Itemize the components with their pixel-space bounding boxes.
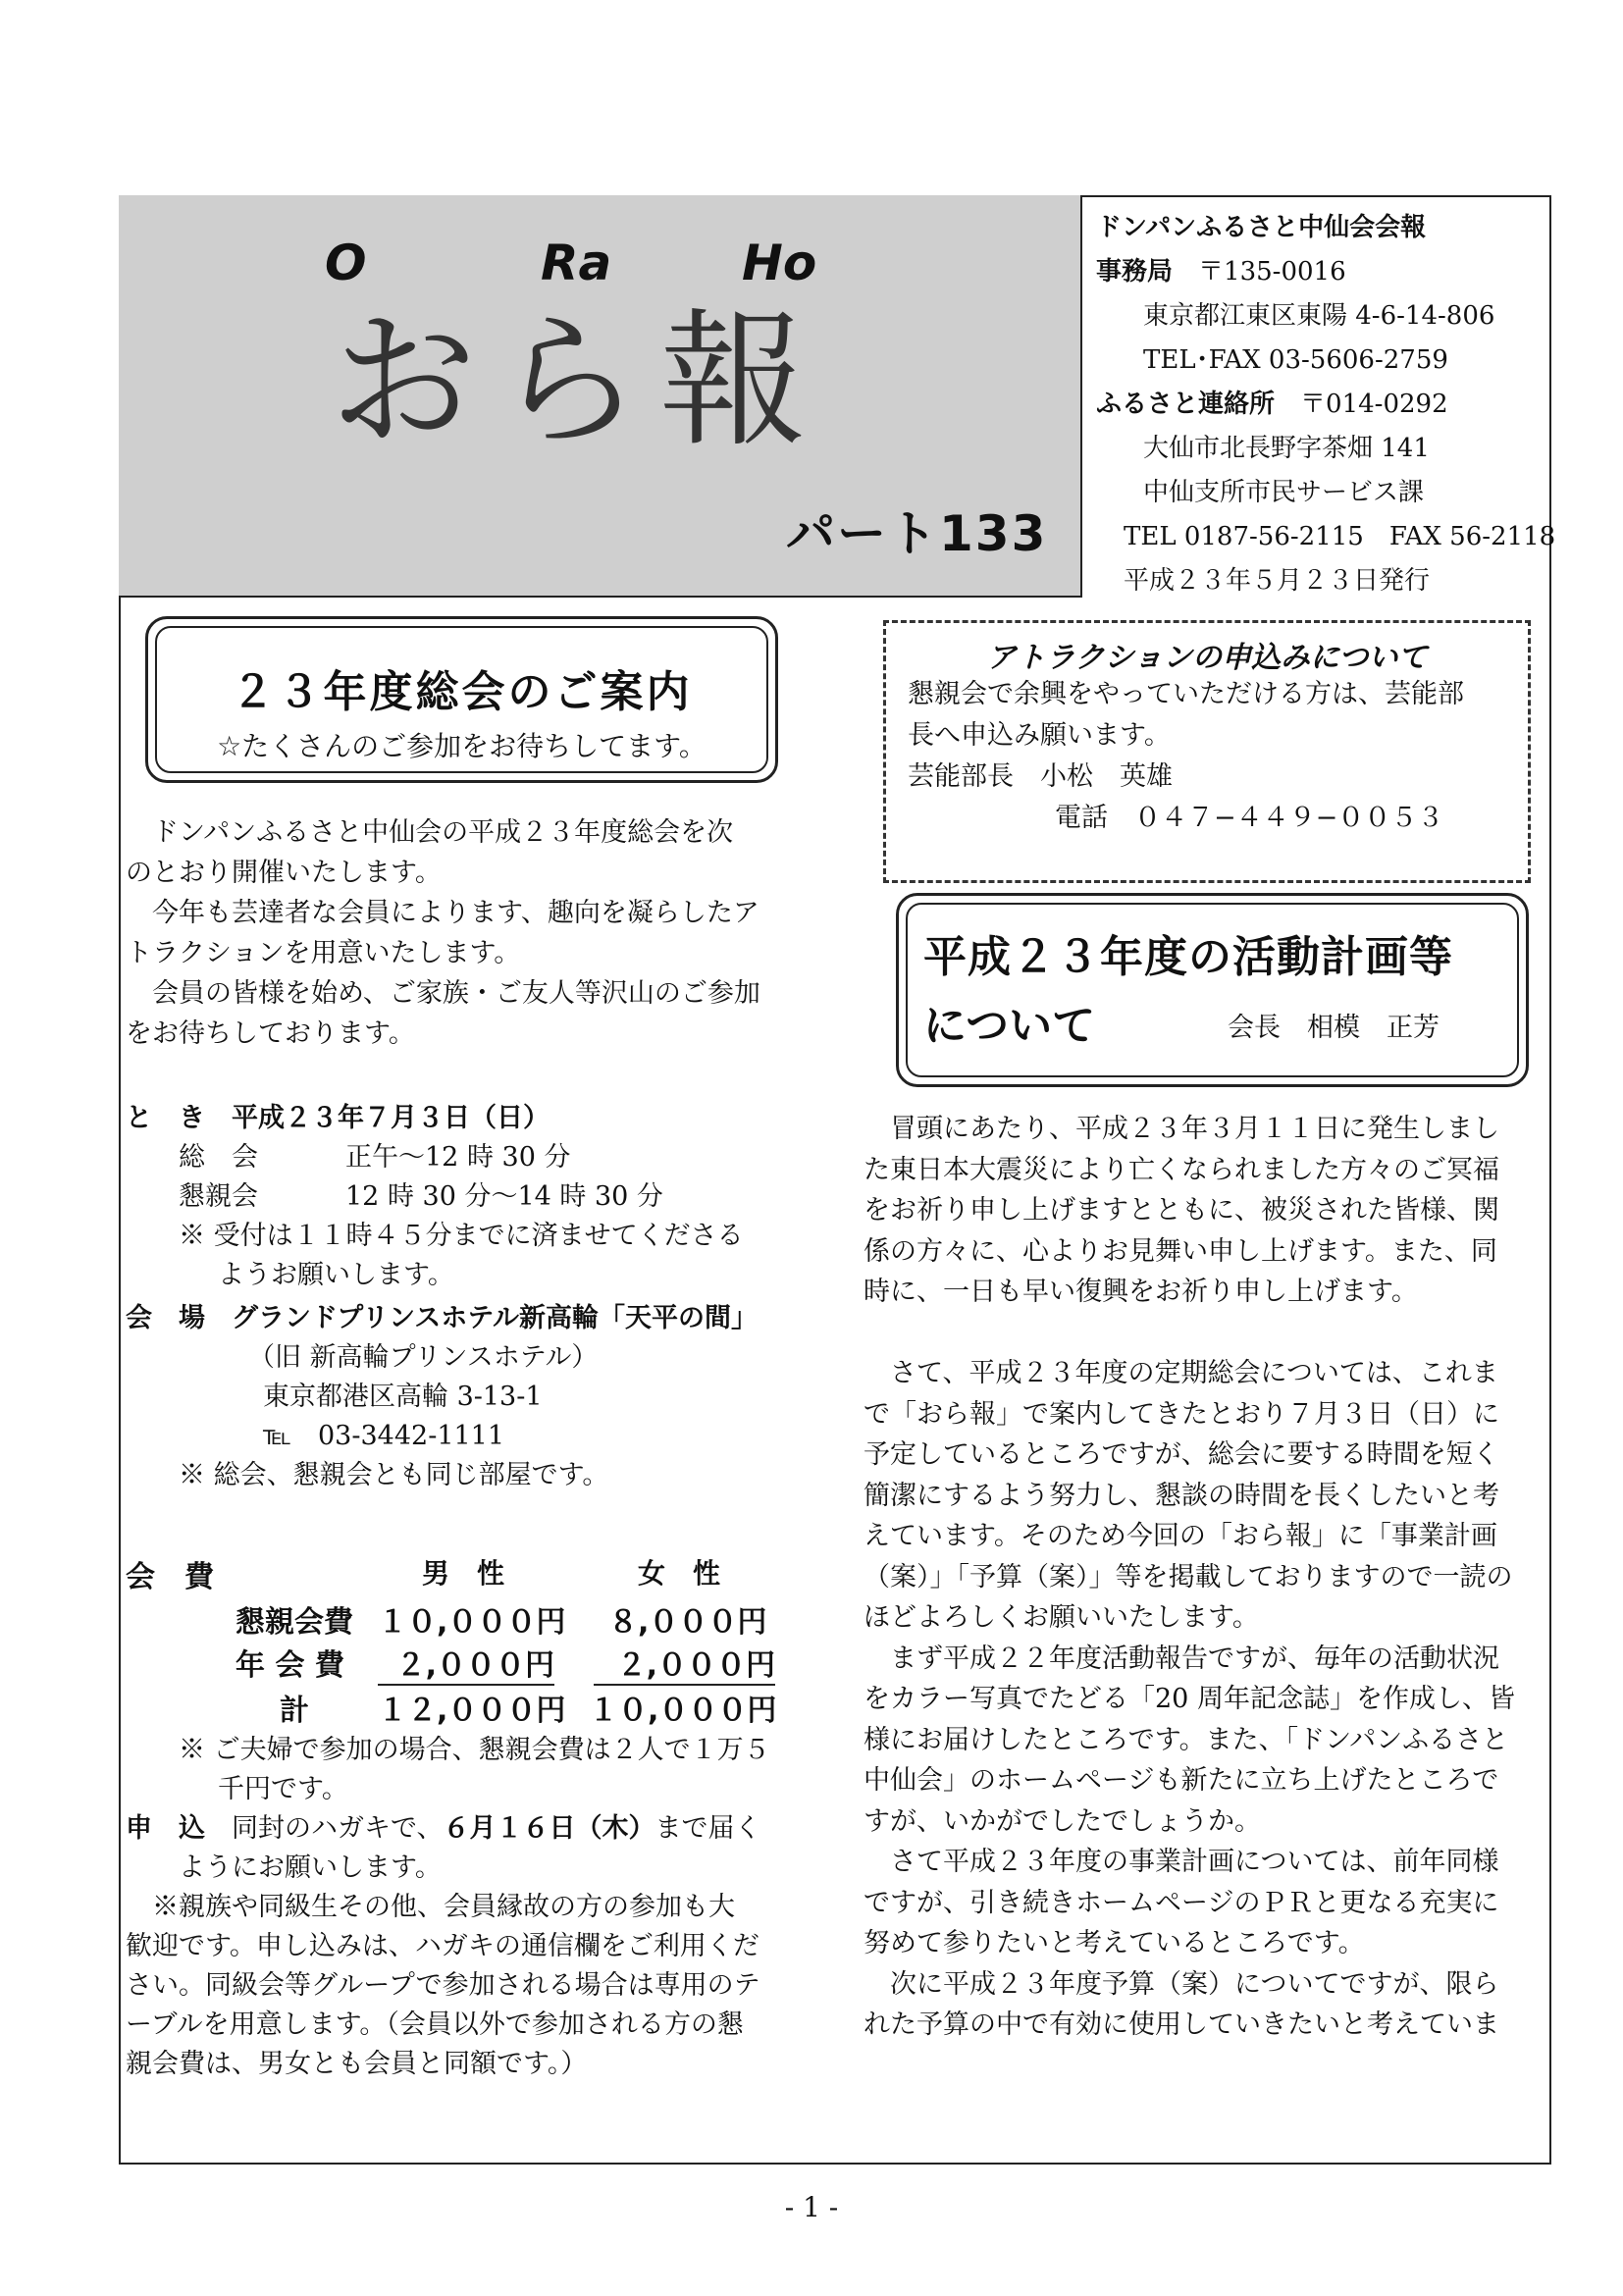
- masthead: [119, 195, 1082, 598]
- schedule-time-1: 12 時 30 分〜14 時 30 分: [345, 1181, 663, 1212]
- intro-p1-line2: のとおり開催いたします。: [126, 858, 442, 888]
- activity-p2-line12: さて平成２３年度の事業計画については、前年同様: [890, 1847, 1499, 1877]
- reception-note-line2: ようお願いします。: [218, 1260, 454, 1290]
- apply-pre: 同封のハガキで、: [232, 1813, 444, 1844]
- apply-post: まで届く: [654, 1813, 761, 1844]
- attraction-contact-phone: 電話 ０４７−４４９−００５３: [1055, 803, 1444, 833]
- masthead-title: おら報: [330, 296, 825, 467]
- fee-row-male-0: １０,０００円: [378, 1605, 566, 1640]
- fee-row-label-2: 計: [280, 1694, 309, 1728]
- closing-line-4: 親会費は、男女とも会員と同額です。）: [126, 2049, 588, 2079]
- fee-header-male: 男 性: [422, 1557, 505, 1590]
- meeting-intro: [126, 812, 832, 1054]
- attraction-line-0: 懇親会で余興をやっていただける方は、芸能部: [908, 679, 1464, 709]
- activity-p2-line3: 簡潔にするよう努力し、懇談の時間を長くしたいと考: [864, 1480, 1499, 1511]
- issue-date: 平成２３年５月２３日発行: [1124, 566, 1431, 596]
- activity-p2-line4: えています。そのため今回の「おら報」に「事業計画: [864, 1521, 1497, 1551]
- contact-address2: 中仙支所市民サービス課: [1143, 478, 1425, 507]
- attraction-box: [883, 620, 1531, 883]
- closing-line-3: ーブルを用意します。（会員以外で参加される方の懇: [126, 2009, 744, 2040]
- venue-label: 会 場: [126, 1303, 205, 1333]
- fee-row-female-2: １０,０００円: [589, 1694, 777, 1728]
- activity-p1-line0: 冒頭にあたり、平成２３年３月１１日に発生しまし: [890, 1114, 1499, 1144]
- activity-heading-line2: について: [923, 1001, 1096, 1051]
- office-tel: TEL･FAX 03-5606-2759: [1143, 345, 1448, 375]
- venue-line-2: ℡ 03-3442-1111: [263, 1421, 505, 1451]
- apply-label: 申 込: [126, 1813, 205, 1844]
- fee-label: 会 費: [126, 1560, 214, 1594]
- activity-p2-line14: 努めて参りたいと考えているところです。: [864, 1928, 1365, 1958]
- fee-note-line2: 千円です。: [218, 1774, 348, 1804]
- apply-deadline: ６月１６日（木）: [443, 1813, 655, 1844]
- when-label: と き: [126, 1103, 205, 1133]
- activity-author: 会長 相模 正芳: [1228, 1013, 1440, 1043]
- activity-heading-line1: 平成２３年度の活動計画等: [923, 932, 1453, 982]
- activity-p2-line15: 次に平成２３年度予算（案）についてですが、限ら: [890, 1968, 1499, 2000]
- activity-p2-line7: まず平成２２年度活動報告ですが、毎年の活動状況: [890, 1643, 1499, 1674]
- masthead-roman-o: O: [325, 235, 367, 291]
- closing-line-1: 歓迎です。申し込みは、ハガキの通信欄をご利用くだ: [126, 1931, 759, 1961]
- schedule-label-0: 総 会: [179, 1142, 258, 1173]
- fee-row-label-0: 懇親会費: [236, 1605, 353, 1640]
- fee-header-female: 女 性: [638, 1557, 721, 1590]
- masthead-roman-ra: Ra: [541, 235, 612, 291]
- activity-p2-line0: さて、平成２３年度の定期総会については、これま: [890, 1358, 1498, 1388]
- publisher-info: [1096, 206, 1556, 603]
- publisher-name: ドンパンふるさと中仙会会報: [1096, 213, 1427, 242]
- fee-row-male-1: ２,０００円: [378, 1641, 554, 1686]
- meeting-heading-box: [145, 616, 778, 783]
- fee-row-female-0: ８,０００円: [608, 1605, 767, 1640]
- fee-note-line1: ※ ご夫婦で参加の場合、懇親会費は２人で１万５: [179, 1735, 770, 1765]
- contact-tel: TEL 0187-56-2115 FAX 56-2118: [1124, 522, 1556, 551]
- page-number: - 1 -: [784, 2191, 839, 2223]
- attraction-contact-name: 芸能部長 小松 英雄: [908, 761, 1173, 792]
- fee-row-male-2: １２,０００円: [378, 1694, 566, 1728]
- activity-p2-line10: 中仙会」のホームページも新たに立ち上げたところで: [864, 1765, 1499, 1796]
- venue-line-1: 東京都港区高輪 3-13-1: [263, 1382, 543, 1412]
- intro-p1-line1: ドンパンふるさと中仙会の平成２３年度総会を次: [152, 817, 734, 848]
- contact-address1: 大仙市北長野字茶畑 141: [1143, 434, 1430, 463]
- activity-p2-line13: ですが、引き続きホームページのＰＲと更なる充実に: [864, 1887, 1499, 1918]
- activity-p2-line1: で「おら報」で案内してきたとおり７月３日（日）に: [864, 1398, 1499, 1430]
- activity-p1-line3: 係の方々に、心よりお見舞い申し上げます。また、同: [864, 1235, 1497, 1267]
- activity-p2-line9: 様にお届けしたところです。また、「ドンパンふるさと: [864, 1724, 1509, 1755]
- activity-p1-line4: 時に、一日も早い復興をお祈り申し上げます。: [864, 1277, 1418, 1307]
- activity-p2-line2: 予定しているところですが、総会に要する時間を短く: [864, 1439, 1499, 1470]
- attraction-heading: アトラクションの申込みについて: [986, 641, 1428, 675]
- meeting-apply: [126, 1731, 832, 2084]
- masthead-roman-ho: Ho: [742, 235, 817, 291]
- masthead-part: パート133: [786, 505, 1048, 562]
- intro-p3-line1: 会員の皆様を始め、ご家族・ご友人等沢山のご参加: [152, 978, 760, 1009]
- meeting-details: [126, 1099, 832, 1495]
- reception-note-line1: ※ 受付は１１時４５分までに済ませてくださる: [179, 1221, 744, 1251]
- activity-body: [864, 1109, 1550, 2046]
- meeting-subheading: ☆たくさんのご参加をお待ちしてます。: [217, 730, 707, 762]
- schedule-time-0: 正午〜12 時 30 分: [345, 1142, 571, 1173]
- venue-line-0: （旧 新高輪プリンスホテル）: [248, 1342, 599, 1373]
- venue-note: ※ 総会、懇親会とも同じ部屋です。: [179, 1460, 609, 1490]
- contact-label: ふるさと連絡所: [1096, 390, 1276, 419]
- activity-p1-line2: をお祈り申し上げますとともに、被災された皆様、関: [864, 1195, 1499, 1226]
- activity-heading-box: [896, 893, 1529, 1087]
- meeting-heading: ２３年度総会のご案内: [231, 667, 693, 717]
- fee-row-female-1: ２,０００円: [594, 1641, 775, 1686]
- closing-line-0: ※親族や同級生その他、会員縁故の方の参加も大: [152, 1892, 735, 1922]
- intro-p2-line2: トラクションを用意いたします。: [126, 938, 521, 968]
- office-zip: 〒135-0016: [1198, 257, 1346, 287]
- venue-value: グランドプリンスホテル新高輪「天平の間」: [232, 1303, 758, 1333]
- apply-line2: ようにお願いします。: [179, 1852, 442, 1883]
- intro-p2-line1: 今年も芸達者な会員によります、趣向を凝らしたア: [152, 898, 759, 928]
- when-value: 平成２３年７月３日（日）: [232, 1103, 550, 1133]
- office-label: 事務局: [1096, 257, 1174, 287]
- activity-p2-line6: ほどよろしくお願いいたします。: [864, 1602, 1259, 1633]
- fee-row-label-1: 年 会 費: [236, 1648, 344, 1683]
- attraction-line-1: 長へ申込み願います。: [908, 720, 1171, 751]
- contact-zip: 〒014-0292: [1300, 390, 1448, 419]
- activity-p1-line1: た東日本大震災により亡くなられました方々のご冥福: [864, 1154, 1499, 1185]
- activity-p2-line8: をカラー写真でたどる「20 周年記念誌」を作成し、皆: [864, 1684, 1515, 1714]
- activity-p2-line11: すが、いかがでしたでしょうか。: [864, 1805, 1261, 1837]
- intro-p3-line2: をお待ちしております。: [126, 1018, 415, 1049]
- activity-p2-line5: （案）」「予算（案）」等を掲載しておりますので一読の: [864, 1561, 1513, 1592]
- schedule-label-1: 懇親会: [179, 1181, 258, 1212]
- closing-line-2: さい。同級会等グループで参加される場合は専用のテ: [126, 1970, 760, 2001]
- activity-p2-line16: れた予算の中で有効に使用していきたいと考えていま: [864, 2009, 1499, 2040]
- office-address: 東京都江東区東陽 4-6-14-806: [1143, 301, 1495, 331]
